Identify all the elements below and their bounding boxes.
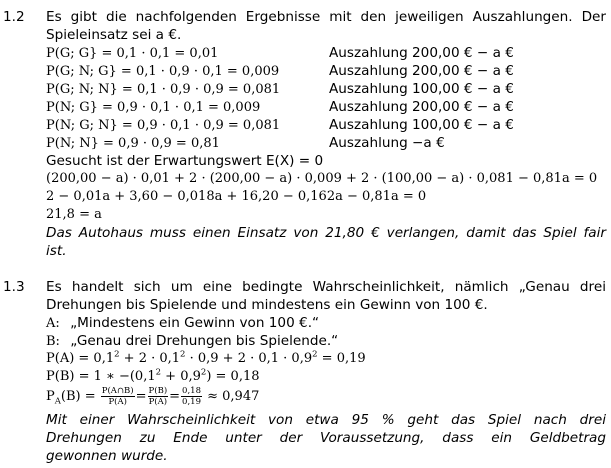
s13-intro-line-2: Drehungen bis Spielende und mindestens ein Gewinn von 100 €.	[46, 297, 488, 313]
outcome-payout: Auszahlung −a €	[329, 135, 445, 151]
s13-conclusion-line-2: Drehungen zu Ende unter der Voraussetzung, dass ein Geldbetrag	[46, 430, 606, 446]
outcome-row	[46, 98, 606, 117]
section-number-1-3: 1.3	[3, 279, 25, 295]
s13-conclusion-line-3: gewonnen wurde.	[46, 448, 168, 464]
event-b-text: „Genau drei Drehungen bis Spielende.“	[70, 333, 339, 349]
conditional-probability-line: $P_A(B)$ = $\frac{P(A\cap B)}{P(A)}$ = $\frac{P(B)}{P(A)}$ = $\frac{0,18}{0,19}$ ≈ 0,947	[46, 386, 260, 407]
equation-line-1: (200,00 − a) · 0,01 + 2 · (200,00 − a) · 0,009 + 2 · (100,00 − a) · 0,081 − 0,81a = 0	[46, 171, 598, 186]
outcome-probability: P(N; G} = 0,9 · 0,1 · 0,1 = 0,009	[46, 100, 261, 115]
outcome-row	[46, 80, 606, 99]
square-exponent: 2	[114, 349, 120, 360]
pa-part: · 0,9 + 2 · 0,1 · 0,9	[185, 351, 313, 366]
section-number-1-2: 1.2	[3, 9, 25, 25]
s13-intro-line-1: Es handelt sich um eine bedingte Wahrscheinlichkeit, nämlich „Genau drei	[46, 279, 606, 295]
square-exponent: 2	[312, 349, 318, 360]
s12-intro-line-2: Spieleinsatz sei a €.	[46, 27, 182, 43]
event-a-definition	[46, 314, 319, 333]
outcome-payout: Auszahlung 100,00 € − a €	[329, 81, 514, 97]
outcome-row	[46, 62, 606, 81]
expectation-line: Gesucht ist der Erwartungswert E(X) = 0	[46, 153, 324, 169]
fraction-numerator: P(A∩B)	[101, 386, 134, 396]
outcome-probability: P(G; N; N} = 0,1 · 0,9 · 0,9 = 0,081	[46, 82, 281, 97]
fraction-numerator: 0,18	[182, 386, 201, 396]
outcome-probability: P(N; G; N} = 0,9 · 0,1 · 0,9 = 0,081	[46, 118, 281, 133]
fraction-denominator: P(A)	[148, 397, 168, 407]
fraction-denominator: P(A)	[108, 397, 127, 407]
outcome-payout: Auszahlung 100,00 € − a €	[329, 117, 514, 133]
conditional-result: ≈ 0,947	[207, 389, 260, 404]
pab-argument: (B) =	[60, 389, 96, 404]
outcome-payout: Auszahlung 200,00 € − a €	[329, 99, 514, 115]
square-exponent: 2	[180, 349, 186, 360]
pa-part: + 2 · 0,1	[119, 351, 181, 366]
equation-line-2: 2 − 0,01a + 3,60 − 0,018a + 16,20 − 0,162a − 0,81a = 0	[46, 189, 427, 204]
s12-intro-line-1: Es gibt die nachfolgenden Ergebnisse mit den jeweiligen Auszahlungen. Der	[46, 9, 606, 25]
probability-a-line	[46, 350, 366, 368]
event-b-label: B:	[46, 334, 60, 349]
event-a-label: A:	[46, 316, 60, 331]
fraction-values	[181, 386, 202, 407]
outcome-probability: P(N; N} = 0,9 · 0,9 = 0,81	[46, 136, 220, 151]
outcome-payout: Auszahlung 200,00 € − a €	[329, 45, 514, 61]
s12-conclusion-line-2: ist.	[46, 243, 67, 259]
square-exponent: 2	[200, 367, 207, 378]
outcome-row	[46, 116, 606, 135]
outcome-row	[46, 134, 606, 153]
pab-symbol: P	[46, 389, 55, 404]
event-a-text: „Mindestens ein Gewinn von 100 €.“	[70, 315, 320, 331]
pb-part: ) = 0,18	[206, 369, 260, 384]
outcome-probability: P(G; N; G} = 0,1 · 0,9 · 0,1 = 0,009	[46, 64, 280, 79]
pab-subscript: A	[54, 396, 61, 407]
outcome-row	[46, 44, 606, 63]
pa-part: = 0,19	[317, 351, 366, 366]
s12-conclusion-line-1: Das Autohaus muss einen Einsatz von 21,80 € verlangen, damit das Spiel fair	[46, 225, 606, 241]
event-b-definition	[46, 332, 338, 351]
outcome-probability: P(G; G} = 0,1 · 0,1 = 0,01	[46, 46, 219, 61]
outcome-payout: Auszahlung 200,00 € − a €	[329, 63, 514, 79]
square-exponent: 2	[155, 367, 162, 378]
pa-part: P(A) = 0,1	[46, 351, 115, 366]
s13-conclusion-line-1: Mit einer Wahrscheinlichkeit von etwa 95 % geht das Spiel nach drei	[46, 412, 606, 428]
pb-part: P(B) = 1 ∗ −(0,1	[46, 369, 156, 384]
probability-b-line	[46, 368, 260, 386]
fraction-numerator: P(B)	[148, 386, 168, 396]
fraction-definition	[101, 386, 135, 407]
fraction-denominator: 0,19	[182, 397, 201, 407]
fraction-simplified	[148, 386, 169, 407]
pb-part: + 0,9	[161, 369, 201, 384]
equation-line-3: 21,8 = a	[46, 207, 102, 222]
